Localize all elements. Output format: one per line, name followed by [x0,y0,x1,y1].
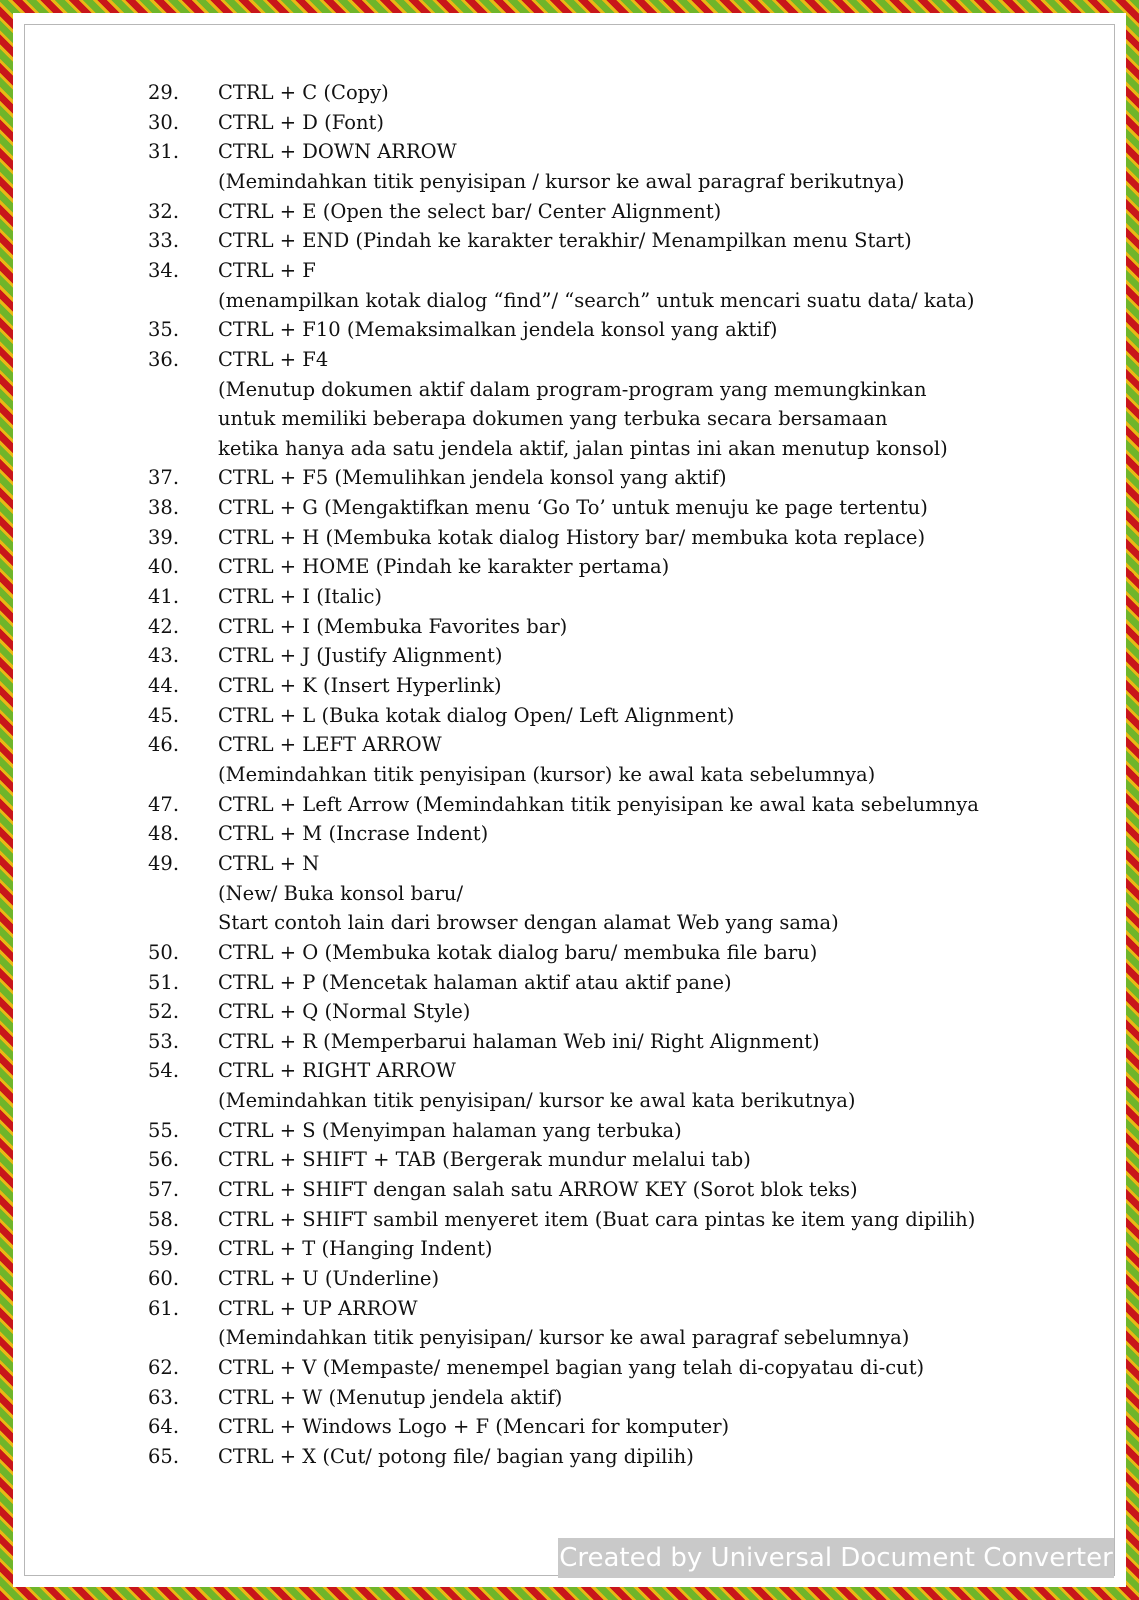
item-number: 54. [148,1059,180,1083]
shortcut-text: CTRL + N [218,851,320,875]
shortcut-text: CTRL + L (Buka kotak dialog Open/ Left Alignment) [218,703,735,727]
item-number: 47. [148,792,180,816]
shortcut-text: CTRL + P (Mencetak halaman aktif atau aktif pane) [218,970,732,994]
list-item-continuation [0,404,1139,434]
shortcut-text: CTRL + W (Menutup jendela aktif) [218,1385,563,1409]
item-number: 38. [148,496,180,520]
list-item [0,641,1139,671]
list-item-continuation [0,434,1139,464]
shortcut-text: CTRL + E (Open the select bar/ Center Alignment) [218,199,722,223]
item-number: 61. [148,1296,180,1320]
shortcut-text: CTRL + J (Justify Alignment) [218,644,503,668]
item-number: 32. [148,199,180,223]
list-item [0,463,1139,493]
item-number: 64. [148,1415,180,1439]
list-item [0,108,1139,138]
list-item [0,78,1139,108]
list-item-continuation [0,1323,1139,1353]
converter-watermark: Created by Universal Document Converter [558,1538,1114,1578]
shortcut-text: CTRL + SHIFT sambil menyeret item (Buat cara pintas ke item yang dipilih) [218,1207,976,1231]
item-number: 39. [148,525,180,549]
list-item [0,997,1139,1027]
list-item [0,1145,1139,1175]
list-item [0,197,1139,227]
item-number: 43. [148,644,180,668]
shortcut-text: CTRL + U (Underline) [218,1267,440,1290]
item-number: 44. [148,674,180,697]
list-item [0,819,1139,849]
item-number: 36. [148,347,180,371]
shortcut-description: (Menutup dokumen aktif dalam program-program yang memungkinkan [218,377,927,401]
shortcut-description: (Memindahkan titik penyisipan/ kursor ke awal kata berikutnya) [218,1089,856,1113]
shortcut-description: (Memindahkan titik penyisipan (kursor) ke awal kata sebelumnya) [218,762,876,786]
shortcut-description: (Memindahkan titik penyisipan / kursor ke awal paragraf berikutnya) [218,169,905,193]
list-item [0,1294,1139,1324]
item-number: 58. [148,1207,180,1231]
item-number: 46. [148,733,180,757]
shortcut-text: CTRL + HOME (Pindah ke karakter pertama) [218,555,670,579]
list-item [0,849,1139,879]
item-number: 40. [148,555,180,579]
list-item [0,612,1139,642]
item-number: 57. [148,1178,180,1201]
item-number: 30. [148,110,180,134]
item-number: 29. [148,81,180,104]
shortcut-text: CTRL + LEFT ARROW [218,733,442,757]
list-item [0,671,1139,701]
shortcut-text: CTRL + Windows Logo + F (Mencari for komputer) [218,1415,730,1439]
item-number: 51. [148,970,180,994]
shortcut-text: CTRL + R (Memperbarui halaman Web ini/ Right Alignment) [218,1029,820,1053]
shortcut-text: CTRL + M (Incrase Indent) [218,822,489,846]
shortcut-text: CTRL + END (Pindah ke karakter terakhir/ Menampilkan menu Start) [218,229,912,253]
item-number: 48. [148,822,180,846]
shortcut-text: CTRL + S (Menyimpan halaman yang terbuka) [218,1118,682,1142]
shortcut-text: CTRL + D (Font) [218,110,384,134]
shortcut-text: CTRL + DOWN ARROW [218,140,457,164]
list-item-continuation [0,760,1139,790]
item-number: 34. [148,258,180,282]
list-item [0,1264,1139,1294]
list-item-continuation [0,167,1139,197]
list-item-continuation [0,908,1139,938]
list-item [0,137,1139,167]
shortcut-text: CTRL + K (Insert Hyperlink) [218,674,502,697]
shortcut-text: CTRL + C (Copy) [218,81,389,104]
item-number: 63. [148,1385,180,1409]
list-item [0,552,1139,582]
list-item-continuation [0,375,1139,405]
item-number: 41. [148,585,180,608]
item-number: 50. [148,940,180,964]
list-item [0,1205,1139,1235]
list-item [0,256,1139,286]
list-item-continuation [0,1086,1139,1116]
shortcut-text: CTRL + O (Membuka kotak dialog baru/ membuka file baru) [218,940,818,964]
list-item [0,1116,1139,1146]
item-number: 62. [148,1356,180,1379]
shortcut-text: CTRL + F [218,258,316,282]
list-item [0,582,1139,612]
list-item [0,1412,1139,1442]
list-item [0,345,1139,375]
item-number: 59. [148,1237,180,1261]
item-number: 42. [148,614,180,638]
list-item [0,1056,1139,1086]
list-item [0,1027,1139,1057]
list-item [0,730,1139,760]
item-number: 52. [148,1000,180,1024]
list-item [0,701,1139,731]
shortcut-text: CTRL + F10 (Memaksimalkan jendela konsol yang aktif) [218,318,778,342]
shortcut-text: CTRL + V (Mempaste/ menempel bagian yang telah di-copyatau di-cut) [218,1356,925,1379]
item-number: 33. [148,229,180,253]
list-item [0,1234,1139,1264]
list-item [0,1175,1139,1205]
shortcut-text: CTRL + Q (Normal Style) [218,1000,471,1024]
shortcut-text: CTRL + I (Membuka Favorites bar) [218,614,568,638]
item-number: 45. [148,703,180,727]
shortcut-text: CTRL + RIGHT ARROW [218,1059,456,1083]
list-item [0,1353,1139,1383]
list-item [0,493,1139,523]
item-number: 60. [148,1267,180,1290]
shortcut-text: CTRL + F5 (Memulihkan jendela konsol yang aktif) [218,466,727,490]
shortcut-text: CTRL + G (Mengaktifkan menu ‘Go To’ untuk menuju ke page tertentu) [218,496,928,520]
list-item [0,968,1139,998]
list-item [0,523,1139,553]
list-item [0,938,1139,968]
item-number: 31. [148,140,180,164]
item-number: 35. [148,318,180,342]
item-number: 65. [148,1444,180,1468]
list-item [0,790,1139,820]
shortcut-description: (Memindahkan titik penyisipan/ kursor ke awal paragraf sebelumnya) [218,1326,910,1350]
list-item [0,1383,1139,1413]
shortcut-text: CTRL + F4 [218,347,329,371]
list-item-continuation [0,286,1139,316]
shortcut-text: CTRL + UP ARROW [218,1296,418,1320]
shortcut-text: CTRL + T (Hanging Indent) [218,1237,493,1261]
list-item [0,315,1139,345]
item-number: 49. [148,851,180,875]
shortcut-description: (New/ Buka konsol baru/ [218,881,464,905]
shortcut-description: ketika hanya ada satu jendela aktif, jalan pintas ini akan menutup konsol) [218,436,948,460]
shortcut-description: untuk memiliki beberapa dokumen yang terbuka secara bersamaan [218,407,888,431]
item-number: 37. [148,466,180,490]
shortcut-text: CTRL + X (Cut/ potong file/ bagian yang dipilih) [218,1444,694,1468]
list-item-continuation [0,879,1139,909]
list-item [0,226,1139,256]
list-item [0,1442,1139,1472]
shortcut-text: CTRL + H (Membuka kotak dialog History bar/ membuka kota replace) [218,525,926,549]
shortcut-text: CTRL + Left Arrow (Memindahkan titik penyisipan ke awal kata sebelumnya [218,792,979,816]
shortcut-text: CTRL + SHIFT + TAB (Bergerak mundur melalui tab) [218,1148,751,1172]
shortcut-text: CTRL + SHIFT dengan salah satu ARROW KEY (Sorot blok teks) [218,1178,858,1201]
shortcut-text: CTRL + I (Italic) [218,585,382,608]
item-number: 56. [148,1148,180,1172]
item-number: 53. [148,1029,180,1053]
item-number: 55. [148,1118,180,1142]
shortcut-description: Start contoh lain dari browser dengan alamat Web yang sama) [218,911,839,935]
shortcut-description: (menampilkan kotak dialog “find”/ “search” untuk mencari suatu data/ kata) [218,288,975,312]
